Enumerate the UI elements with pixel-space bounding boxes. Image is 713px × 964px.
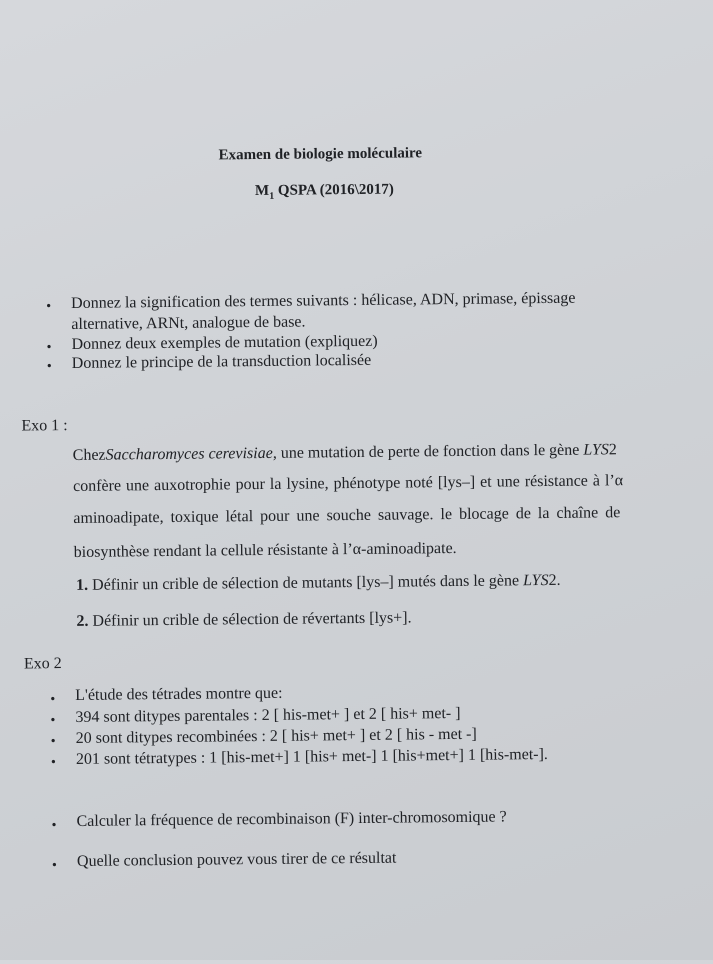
question-number: 2.	[76, 612, 89, 630]
bullet-icon	[46, 299, 51, 315]
bullet-icon	[47, 359, 52, 375]
exo1-heading: Exo 1 :	[21, 417, 68, 435]
gene-number: 2	[608, 441, 617, 459]
exo2-item-4: 201 sont tétratypes : 1 [his-met+] 1 [his+ met-] 1 [his+met+] 1 [his-met-].	[75, 746, 548, 768]
subtitle-prefix: M	[254, 182, 270, 200]
exo1-question-1	[76, 572, 561, 595]
question-2: Donnez deux exemples de mutation (expliquez)	[71, 332, 378, 353]
exo2-item-2: 394 sont ditypes parentales : 2 [ his-met+ ] et 2 [ his+ met- ]	[75, 704, 461, 726]
exo1-text: Chez	[72, 446, 106, 464]
exo1-paragraph-line-4: biosynthèse rendant la cellule résistante à l’α-aminoadipate.	[73, 539, 457, 561]
gene-name: LYS	[583, 441, 609, 459]
gene-name: LYS	[522, 571, 549, 590]
bullet-icon	[52, 818, 57, 834]
exo2-item-3: 20 sont ditypes recombinées : 2 [ his+ met+ ] et 2 [ his - met -]	[75, 725, 477, 747]
exo1-paragraph-line-1	[73, 441, 617, 465]
subtitle-rest: QSPA (2016\2017)	[274, 181, 394, 199]
question-number: 1.	[75, 576, 89, 594]
subtitle-subscript: 1	[269, 190, 275, 202]
exo2-heading: Exo 2	[23, 655, 62, 673]
exo2-question-1: Calculer la fréquence de recombinaison (F) inter-chromosomique ?	[76, 808, 507, 830]
question-text: Définir un crible de sélection de révertants [lys+].	[88, 609, 412, 630]
exo1-paragraph-line-2: confère une auxotrophie pour la lysine, phénotype noté [lys–] et une résistance à l’α	[72, 472, 624, 495]
question-text: Définir un crible de sélection de mutants [lys–] mutés dans le gène	[87, 572, 524, 594]
exo1-text: , une mutation de perte de fonction dans le gène	[272, 441, 584, 462]
question-1-line-2: alternative, ARNt, analogue de base.	[71, 313, 306, 333]
exam-title: Examen de biologie moléculaire	[218, 145, 423, 164]
species-name: Saccharomyces cerevisiae	[105, 444, 273, 464]
bullet-icon	[50, 713, 55, 729]
question-1-line-1: Donnez la signification des termes suivants : hélicase, ADN, primase, épissage	[71, 289, 576, 312]
question-3: Donnez le principe de la transduction localisée	[71, 351, 372, 372]
bullet-icon	[52, 858, 57, 874]
exo2-question-2: Quelle conclusion pouvez vous tirer de ce résultat	[76, 849, 397, 870]
exo2-item-1: L'étude des tétrades montre que:	[75, 684, 283, 704]
question-text: 2.	[548, 571, 561, 589]
bullet-icon	[51, 734, 56, 750]
exo1-paragraph-line-3: aminoadipate, toxique létal pour une souche sauvage. le blocage de la chaîne de	[73, 504, 621, 527]
bullet-icon	[51, 755, 56, 771]
bullet-icon	[50, 692, 55, 708]
exam-subtitle	[255, 182, 394, 202]
bullet-icon	[47, 340, 52, 356]
exo1-question-2	[76, 609, 411, 631]
